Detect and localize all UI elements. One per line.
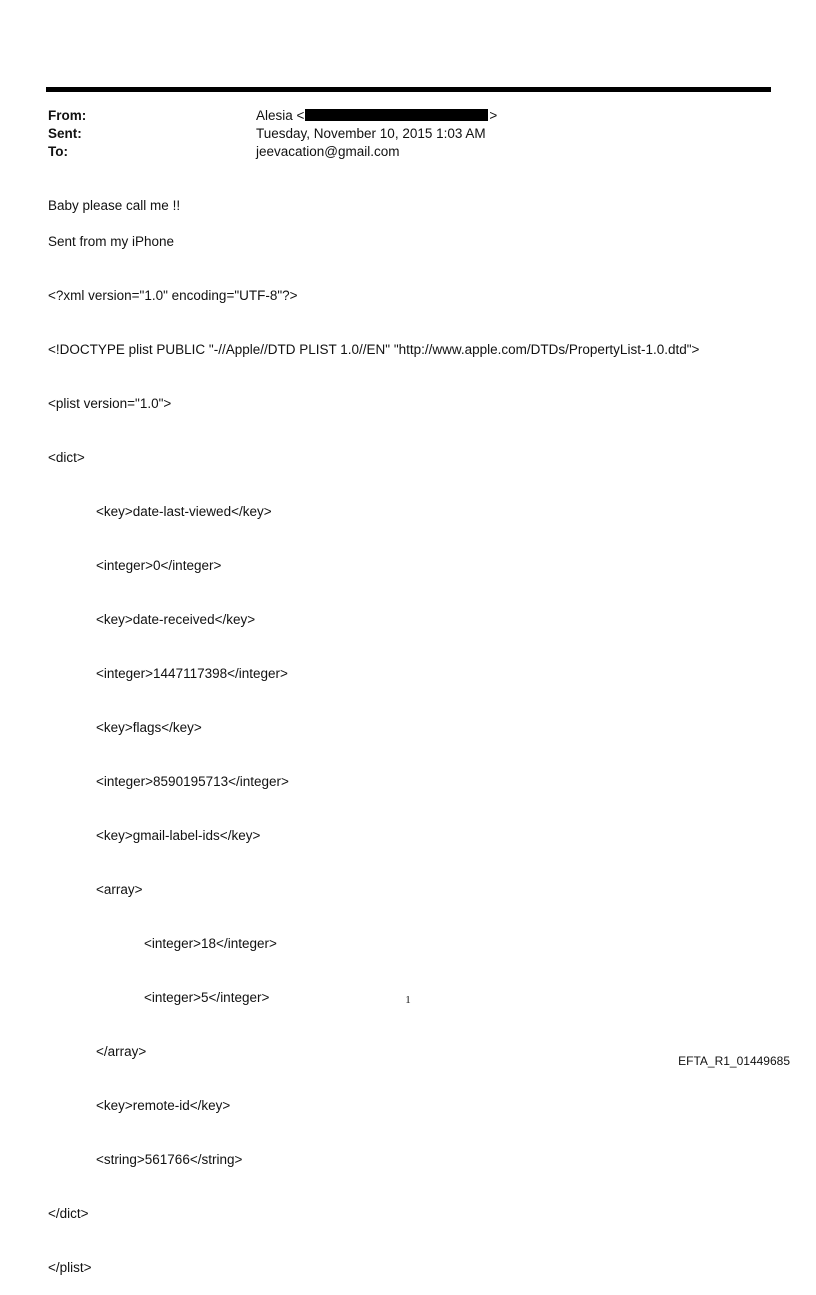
code-line: </dict> xyxy=(48,1206,89,1221)
code-line: <array> xyxy=(96,882,143,897)
signature-text: Sent from my iPhone xyxy=(48,234,175,249)
redaction-block xyxy=(305,109,488,121)
code-line: <integer>8590195713</integer> xyxy=(96,774,289,789)
code-line: <key>date-received</key> xyxy=(96,612,256,627)
message-text: Baby please call me !! xyxy=(48,198,181,213)
code-line: <integer>5</integer> xyxy=(144,990,270,1005)
sent-value: Tuesday, November 10, 2015 1:03 AM xyxy=(256,126,486,141)
code-line: </array> xyxy=(96,1044,147,1059)
code-line: <?xml version="1.0" encoding="UTF-8"?> xyxy=(48,288,298,303)
code-line: <key>flags</key> xyxy=(96,720,202,735)
sent-label: Sent: xyxy=(48,126,82,141)
from-close: > xyxy=(489,108,498,123)
code-line: <integer>1447117398</integer> xyxy=(96,666,288,681)
code-line: <key>gmail-label-ids</key> xyxy=(96,828,261,843)
code-line: </plist> xyxy=(48,1260,92,1275)
to-value: jeevacation@gmail.com xyxy=(256,144,400,159)
plist-code-block xyxy=(48,251,699,1295)
code-line: <string>561766</string> xyxy=(96,1152,243,1167)
bates-number: EFTA_R1_01449685 xyxy=(678,1054,790,1068)
code-line: <key>date-last-viewed</key> xyxy=(96,504,272,519)
from-name: Alesia < xyxy=(256,108,305,123)
header-rule xyxy=(46,87,771,92)
from-value xyxy=(256,107,497,125)
code-line: <integer>18</integer> xyxy=(144,936,277,951)
to-label: To: xyxy=(48,144,68,159)
code-line: <key>remote-id</key> xyxy=(96,1098,231,1113)
page-number: 1 xyxy=(405,994,411,1006)
from-label: From: xyxy=(48,108,87,123)
code-line: <!DOCTYPE plist PUBLIC "-//Apple//DTD PLIST 1.0//EN" "http://www.apple.com/DTDs/PropertyList-1.0.dtd"> xyxy=(48,342,700,357)
code-line: <integer>0</integer> xyxy=(96,558,222,573)
code-line: <plist version="1.0"> xyxy=(48,396,172,411)
code-line: <dict> xyxy=(48,450,85,465)
